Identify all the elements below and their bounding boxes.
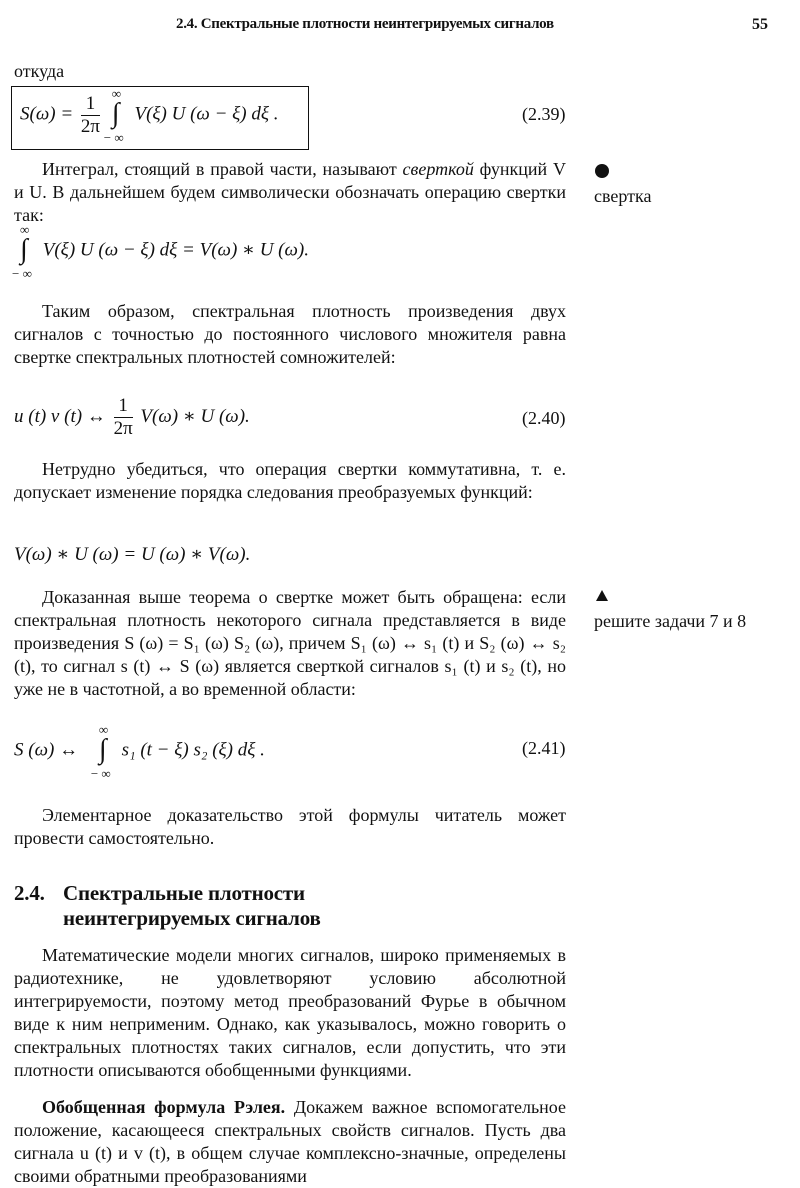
paragraph-inverse-theorem: Доказанная выше теорема о свертке может быть обращена: если спектральная плотность некоторого сигнала представляется в виде произведения S (ω) = S₁ (ω) S₂ (ω), причем S₁ (ω) ↔ s₁ (t) и S₂ (ω) ↔ s₂ (t), то сигнал s (t) ↔ S (ω) является сверткой сигналов s₁ (t) и s₂ (t), но уже не в частотной, а во временной области: bbox=[14, 587, 566, 699]
eq-241-int-lower: − ∞ bbox=[90, 766, 111, 781]
paragraph-commutative: Нетрудно убедиться, что операция свертки коммутативна, т. е. допускает изменение порядка следования преобразуемых функций: bbox=[14, 459, 566, 502]
eq-241-int-upper: ∞ bbox=[98, 722, 109, 737]
eq-239-lhs: S(ω) = bbox=[20, 103, 74, 125]
eq-239-int-lower: − ∞ bbox=[103, 130, 124, 145]
bullet-dot-icon bbox=[595, 164, 609, 178]
paragraph-product-spectrum: Таким образом, спектральная плотность произведения двух сигналов с точностью до постоянного числового множителя равна свертке спектральных плотностей сомножителей: bbox=[14, 301, 566, 367]
paragraph-proof-note: Элементарное доказательство этой формулы читатель может провести самостоятельно. bbox=[14, 805, 566, 848]
equation-number-2-39: (2.39) bbox=[522, 104, 566, 124]
eq-240-rhs: V(ω) ∗ U (ω). bbox=[140, 405, 250, 427]
rayleigh-text: Докажем важное вспомогательное положение, касающееся спектральных свойств сигналов. Пусть два сигнала u (t) и v (t), в общем случае комплексно-значные, определены своими обратными преобразованиями bbox=[14, 1097, 566, 1186]
equation-2-40 bbox=[14, 395, 250, 440]
equation-number-2-41: (2.41) bbox=[522, 738, 566, 758]
eq-240-fraction bbox=[114, 395, 133, 440]
section-title-line-2: неинтегрируемых сигналов bbox=[63, 906, 321, 930]
eq-240-frac-num: 1 bbox=[114, 395, 133, 418]
page-number: 55 bbox=[752, 16, 768, 33]
paragraph-rayleigh bbox=[14, 1096, 566, 1188]
equation-commutativity: V(ω) ∗ U (ω) = U (ω) ∗ V(ω). bbox=[14, 544, 251, 565]
equation-number-2-40: (2.40) bbox=[522, 408, 566, 428]
margin-note-task: решите задачи 7 и 8 bbox=[594, 611, 747, 631]
eq-239-rhs: V(ξ) U (ω − ξ) dξ . bbox=[134, 103, 279, 125]
paragraph-generalized-functions: Математические модели многих сигналов, широко применяемых в радиотехнике, не удовлетворяют условию абсолютной интегрируемости, поэтому метод преобразований Фурье в обычном виде к ним неприменим. Однако, как указывалось, можно говорить о спектральных плотностях таких сигналов, если допустить, что эти плотности описываются обобщенными функциями. bbox=[14, 945, 566, 1080]
rayleigh-heading: Обобщенная формула Рэлея. bbox=[42, 1097, 286, 1117]
equation-2-39 bbox=[20, 86, 279, 145]
integral-icon: ∞ ∫ − ∞ bbox=[90, 722, 111, 781]
p1-after: функций V и U. В дальнейшем будем символически обозначать операцию свертки так: bbox=[14, 159, 566, 225]
integral-icon: ∞ ∫ − ∞ bbox=[12, 222, 32, 281]
eq-241-rhs: s₁ (t − ξ) s₂ (ξ) dξ . bbox=[121, 739, 265, 761]
triangle-up-icon bbox=[596, 590, 608, 601]
intro-word: откуда bbox=[14, 61, 65, 81]
eq-241-lhs: S (ω) ↔ bbox=[14, 739, 79, 761]
running-title: 2.4. Спектральные плотности неинтегрируемых сигналов bbox=[176, 16, 554, 32]
equation-convolution-definition bbox=[12, 222, 309, 281]
conv-def-body: V(ξ) U (ω − ξ) dξ = V(ω) ∗ U (ω). bbox=[42, 239, 309, 261]
conv-int-upper: ∞ bbox=[20, 222, 30, 237]
equation-2-41 bbox=[14, 722, 265, 781]
eq-239-int-upper: ∞ bbox=[111, 86, 122, 101]
integral-icon: ∞ ∫ − ∞ bbox=[103, 86, 124, 145]
eq-239-frac-den: 2π bbox=[80, 115, 100, 137]
paragraph-convolution-intro bbox=[14, 158, 566, 227]
conv-int-lower: − ∞ bbox=[12, 266, 32, 281]
section-number: 2.4. bbox=[14, 881, 45, 905]
eq-239-fraction bbox=[81, 93, 100, 138]
eq-240-frac-den: 2π bbox=[113, 418, 133, 439]
eq-239-frac-num: 1 bbox=[81, 93, 100, 116]
margin-note-convolution: свертка bbox=[594, 186, 652, 206]
term-convolution: сверткой bbox=[402, 159, 474, 179]
section-title-line-1: Спектральные плотности bbox=[63, 881, 305, 905]
eq-240-lhs: u (t) v (t) ↔ bbox=[14, 405, 106, 427]
p1-before: Интеграл, стоящий в правой части, называют bbox=[42, 159, 403, 179]
